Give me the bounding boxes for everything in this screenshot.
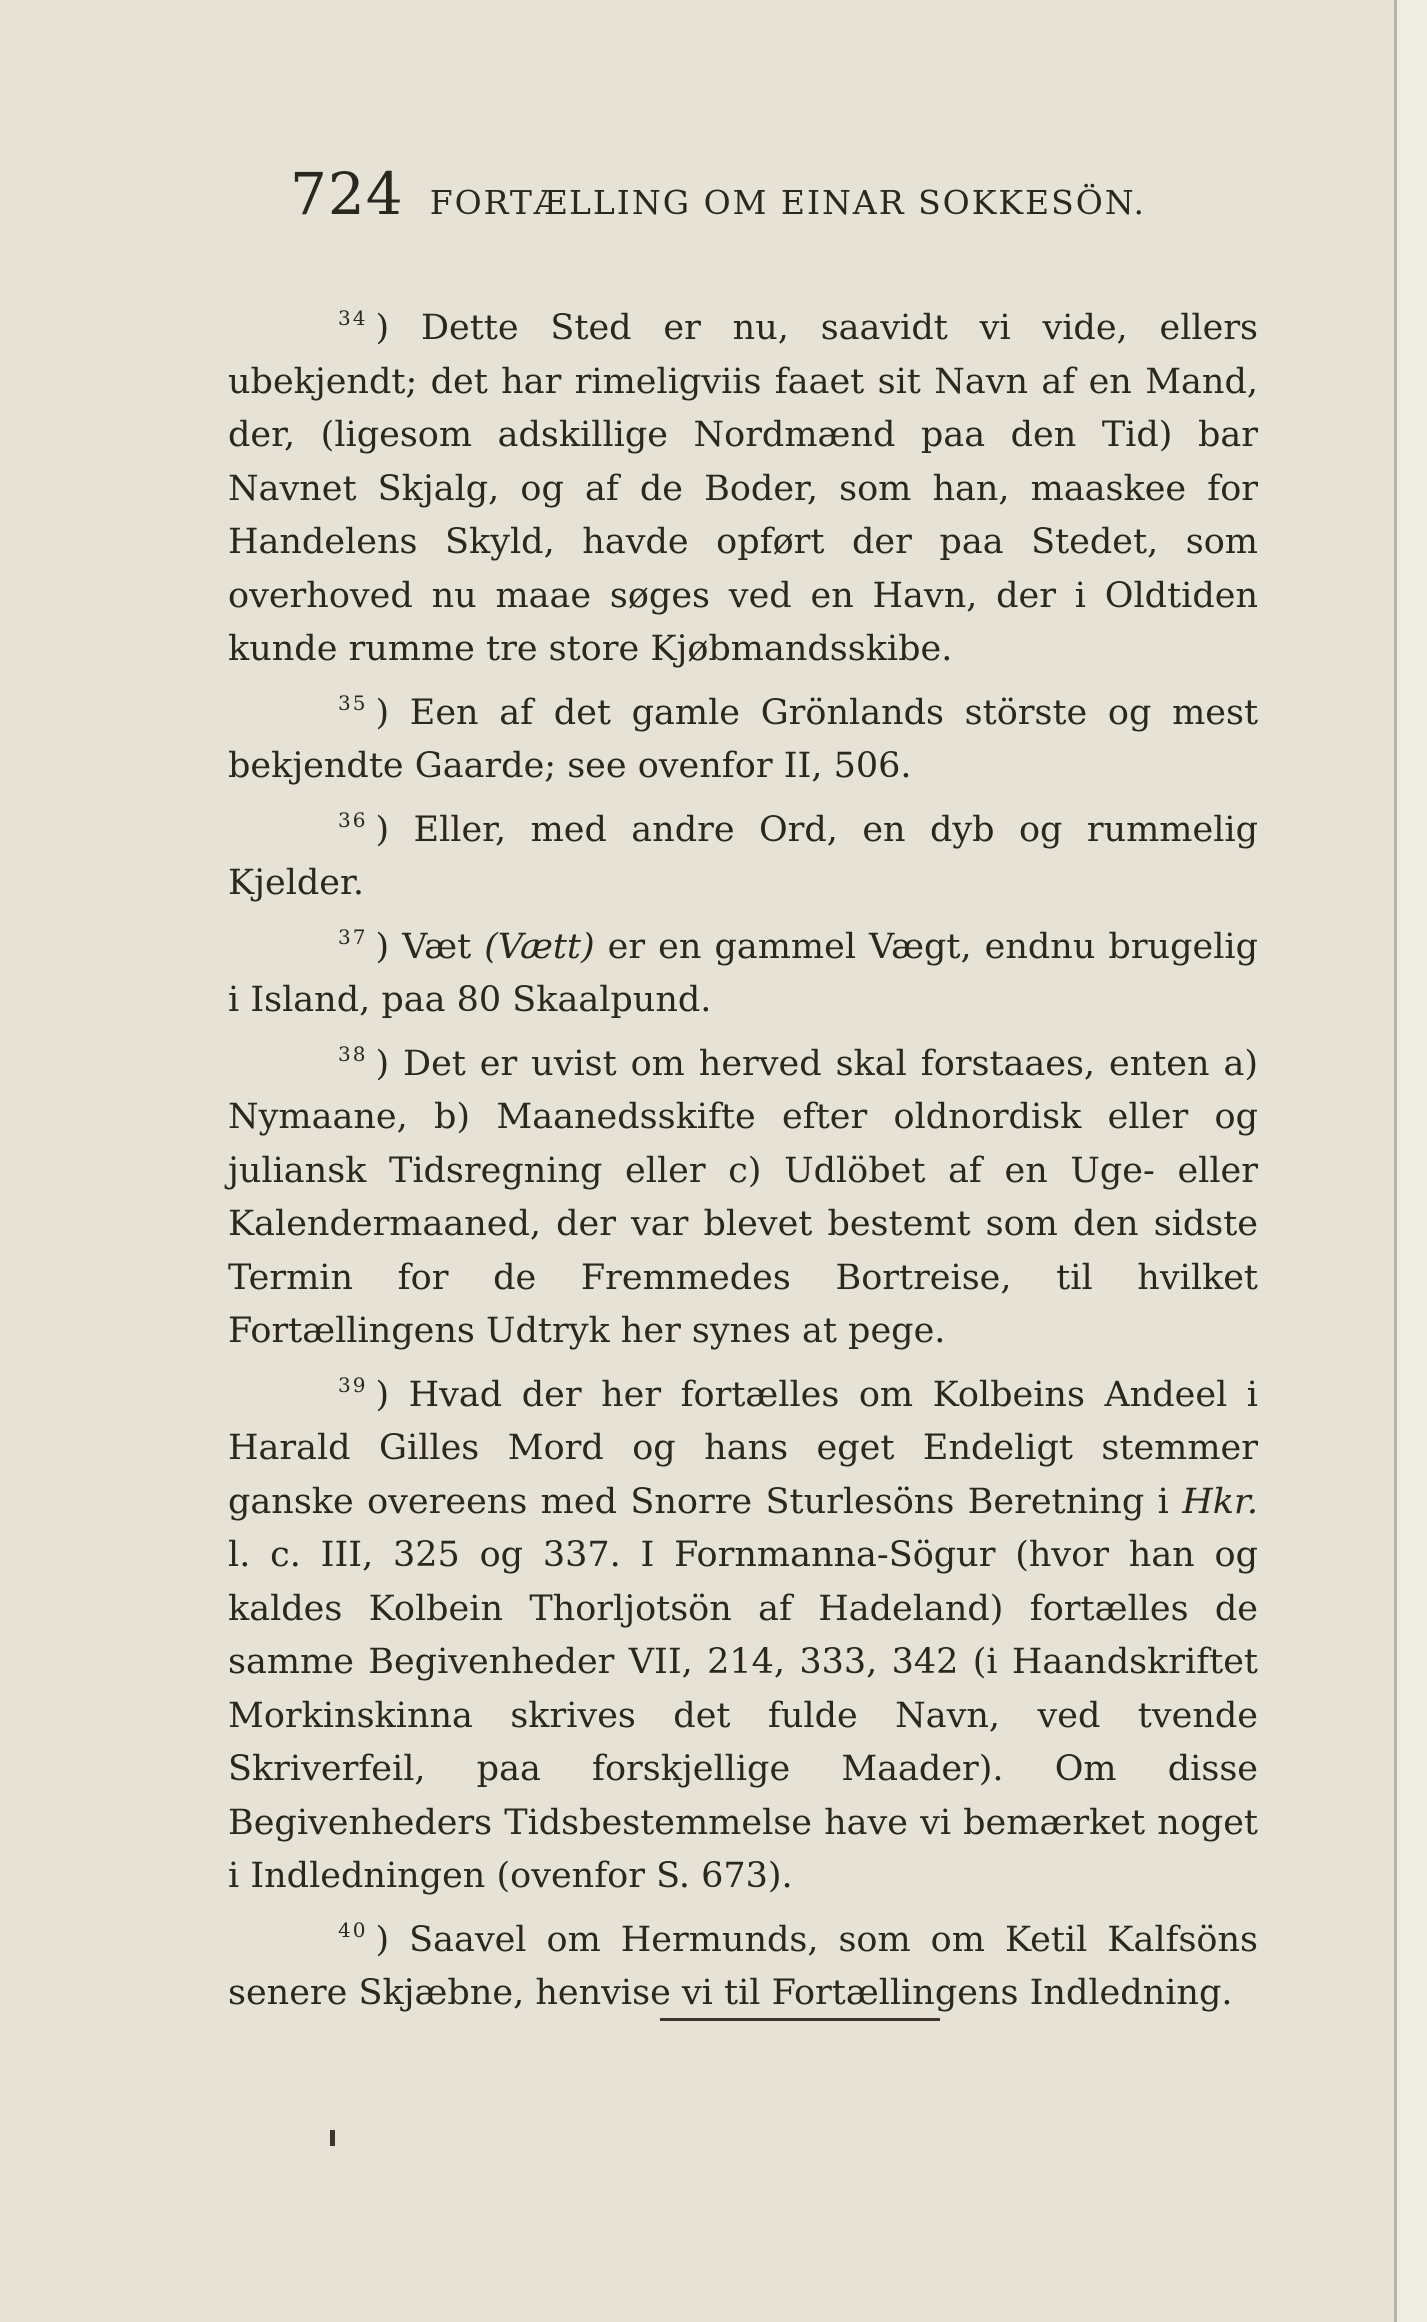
footnote-40: $^{40}$ ) Saavel om Hermunds, som om Ketil Kalfsöns senere Skjæbne, henvise vi til Fortællingens Indledning. [228,1917,1259,2013]
footnote-37: $^{37}$ ) Væt (Vætt) er en gammel Vægt, endnu brugelig i Island, paa 80 Skaalpund. [228,924,1259,1020]
footnote-35: $^{35}$ ) Een af det gamle Grönlands störste og mest bekjendte Gaarde; see ovenfor II, 506. [228,690,1259,786]
footnote-number: 36 [338,807,368,832]
footnote-italic: Hkr. [1182,1481,1258,1522]
footnote-38: $^{38}$ ) Det er uvist om herved skal forstaaes, enten a) Nymaane, b) Maanedsskifte efter oldnordisk eller og juliansk Tidsregning eller c) Udlöbet af en Uge- eller Kalendermaaned, der var blevet bestemt som den sidste Termin for de Fremmedes Bortreise, til hvilket Fortællingens Udtryk her synes at pege. [228,1041,1258,1351]
footnote-36: $^{36}$ ) Eller, med andre Ord, en dyb og rummelig Kjelder. [228,807,1258,903]
footnote-number: 35 [338,690,368,715]
footnote-number: 37 [338,924,368,949]
footnote-text: Væt [402,926,485,967]
footnote-text: Hvad der her fortælles om Kolbeins Andeel i Harald Gilles Mord og hans eget Endeligt stemmer ganske overeens med Snorre Sturlesöns Beretning i [228,1374,1258,1522]
ink-mark [330,2130,335,2146]
page-margin [1397,0,1427,2322]
footnote-text: Det er uvist om herved skal forstaaes, enten a) Nymaane, b) Maanedsskifte efter oldnordisk eller og juliansk Tidsregning eller c) Udlöbet af en Uge- eller Kalendermaaned, der var blevet bestemt som den sidste Termin for de Fremmedes Bortreise, til hvilket Fortællingens Udtryk her synes at pege. [228,1043,1258,1351]
closing-rule [660,2018,940,2021]
footnote-text: Een af det gamle Grönlands störste og mest bekjendte Gaarde; see ovenfor II, 506. [228,692,1259,786]
footnote-text: Eller, med andre Ord, en dyb og rummelig Kjelder. [228,809,1258,903]
footnote-italic: (Vætt) [484,926,595,967]
footnote-34: $^{34}$ ) Dette Sted er nu, saavidt vi vide, ellers ubekjendt; det har rimeligviis faaet sit Navn af en Mand, der, (ligesom adskillige Nordmænd paa den Tid) bar Navnet Skjalg, og af de Boder, som han, maaskee for Handelens Skyld, havde opført der paa Stedet, som overhoved nu maae søges ved en Havn, der i Oldtiden kunde rumme tre store Kjøbmandsskibe. [228,306,1259,669]
page-number: 724 [290,160,404,228]
footnote-text: Saavel om Hermunds, som om Ketil Kalfsöns senere Skjæbne, henvise vi til Fortællingens Indledning. [228,1919,1259,2013]
page-content [228,160,1258,2021]
footnote-number: 34 [338,306,368,330]
footnote-number: 40 [338,1917,368,1942]
footnote-text: l. c. III, 325 og 337. I Fornmanna-Sögur (hvor han og kaldes Kolbein Thorljotsön af Hadeland) fortælles de samme Begivenheder VII, 214, 333, 342 (i Haandskriftet Morkinskinna skrives det fulde Navn, ved tvende Skriverfeil, paa forskjellige Maader). Om disse Begivenheders Tidsbestemmelse have vi bemærket noget i Indledningen (ovenfor S. 673). [228,1535,1258,1896]
footnote-number: 39 [338,1372,368,1397]
footnote-number: 38 [338,1041,368,1066]
page-edge [1394,0,1397,2322]
footnote-39: $^{39}$ ) Hvad der her fortælles om Kolbeins Andeel i Harald Gilles Mord og hans eget Endeligt stemmer ganske overeens med Snorre Sturlesöns Beretning i Hkr. l. c. III, 325 og 337. I Fornmanna-Sögur (hvor han og kaldes Kolbein Thorljotsön af Hadeland) fortælles de samme Begivenheder VII, 214, 333, 342 (i Haandskriftet Morkinskinna skrives det fulde Navn, ved tvende Skriverfeil, paa forskjellige Maader). Om disse Begivenheders Tidsbestemmelse have vi bemærket noget i Indledningen (ovenfor S. 673). [228,1372,1258,1896]
footnote-text: Dette Sted er nu, saavidt vi vide, ellers ubekjendt; det har rimeligviis faaet sit Navn af en Mand, der, (ligesom adskillige Nordmænd paa den Tid) bar Navnet Skjalg, og af de Boder, som han, maaskee for Handelens Skyld, havde opført der paa Stedet, som overhoved nu maae søges ved en Havn, der i Oldtiden kunde rumme tre store Kjøbmandsskibe. [228,308,1259,669]
running-title: FORTÆLLING OM EINAR SOKKESÖN. [429,183,1147,222]
footnote-text: er en gammel Vægt, endnu brugelig i Island, paa 80 Skaalpund. [228,926,1259,1020]
page-header [290,160,1258,228]
